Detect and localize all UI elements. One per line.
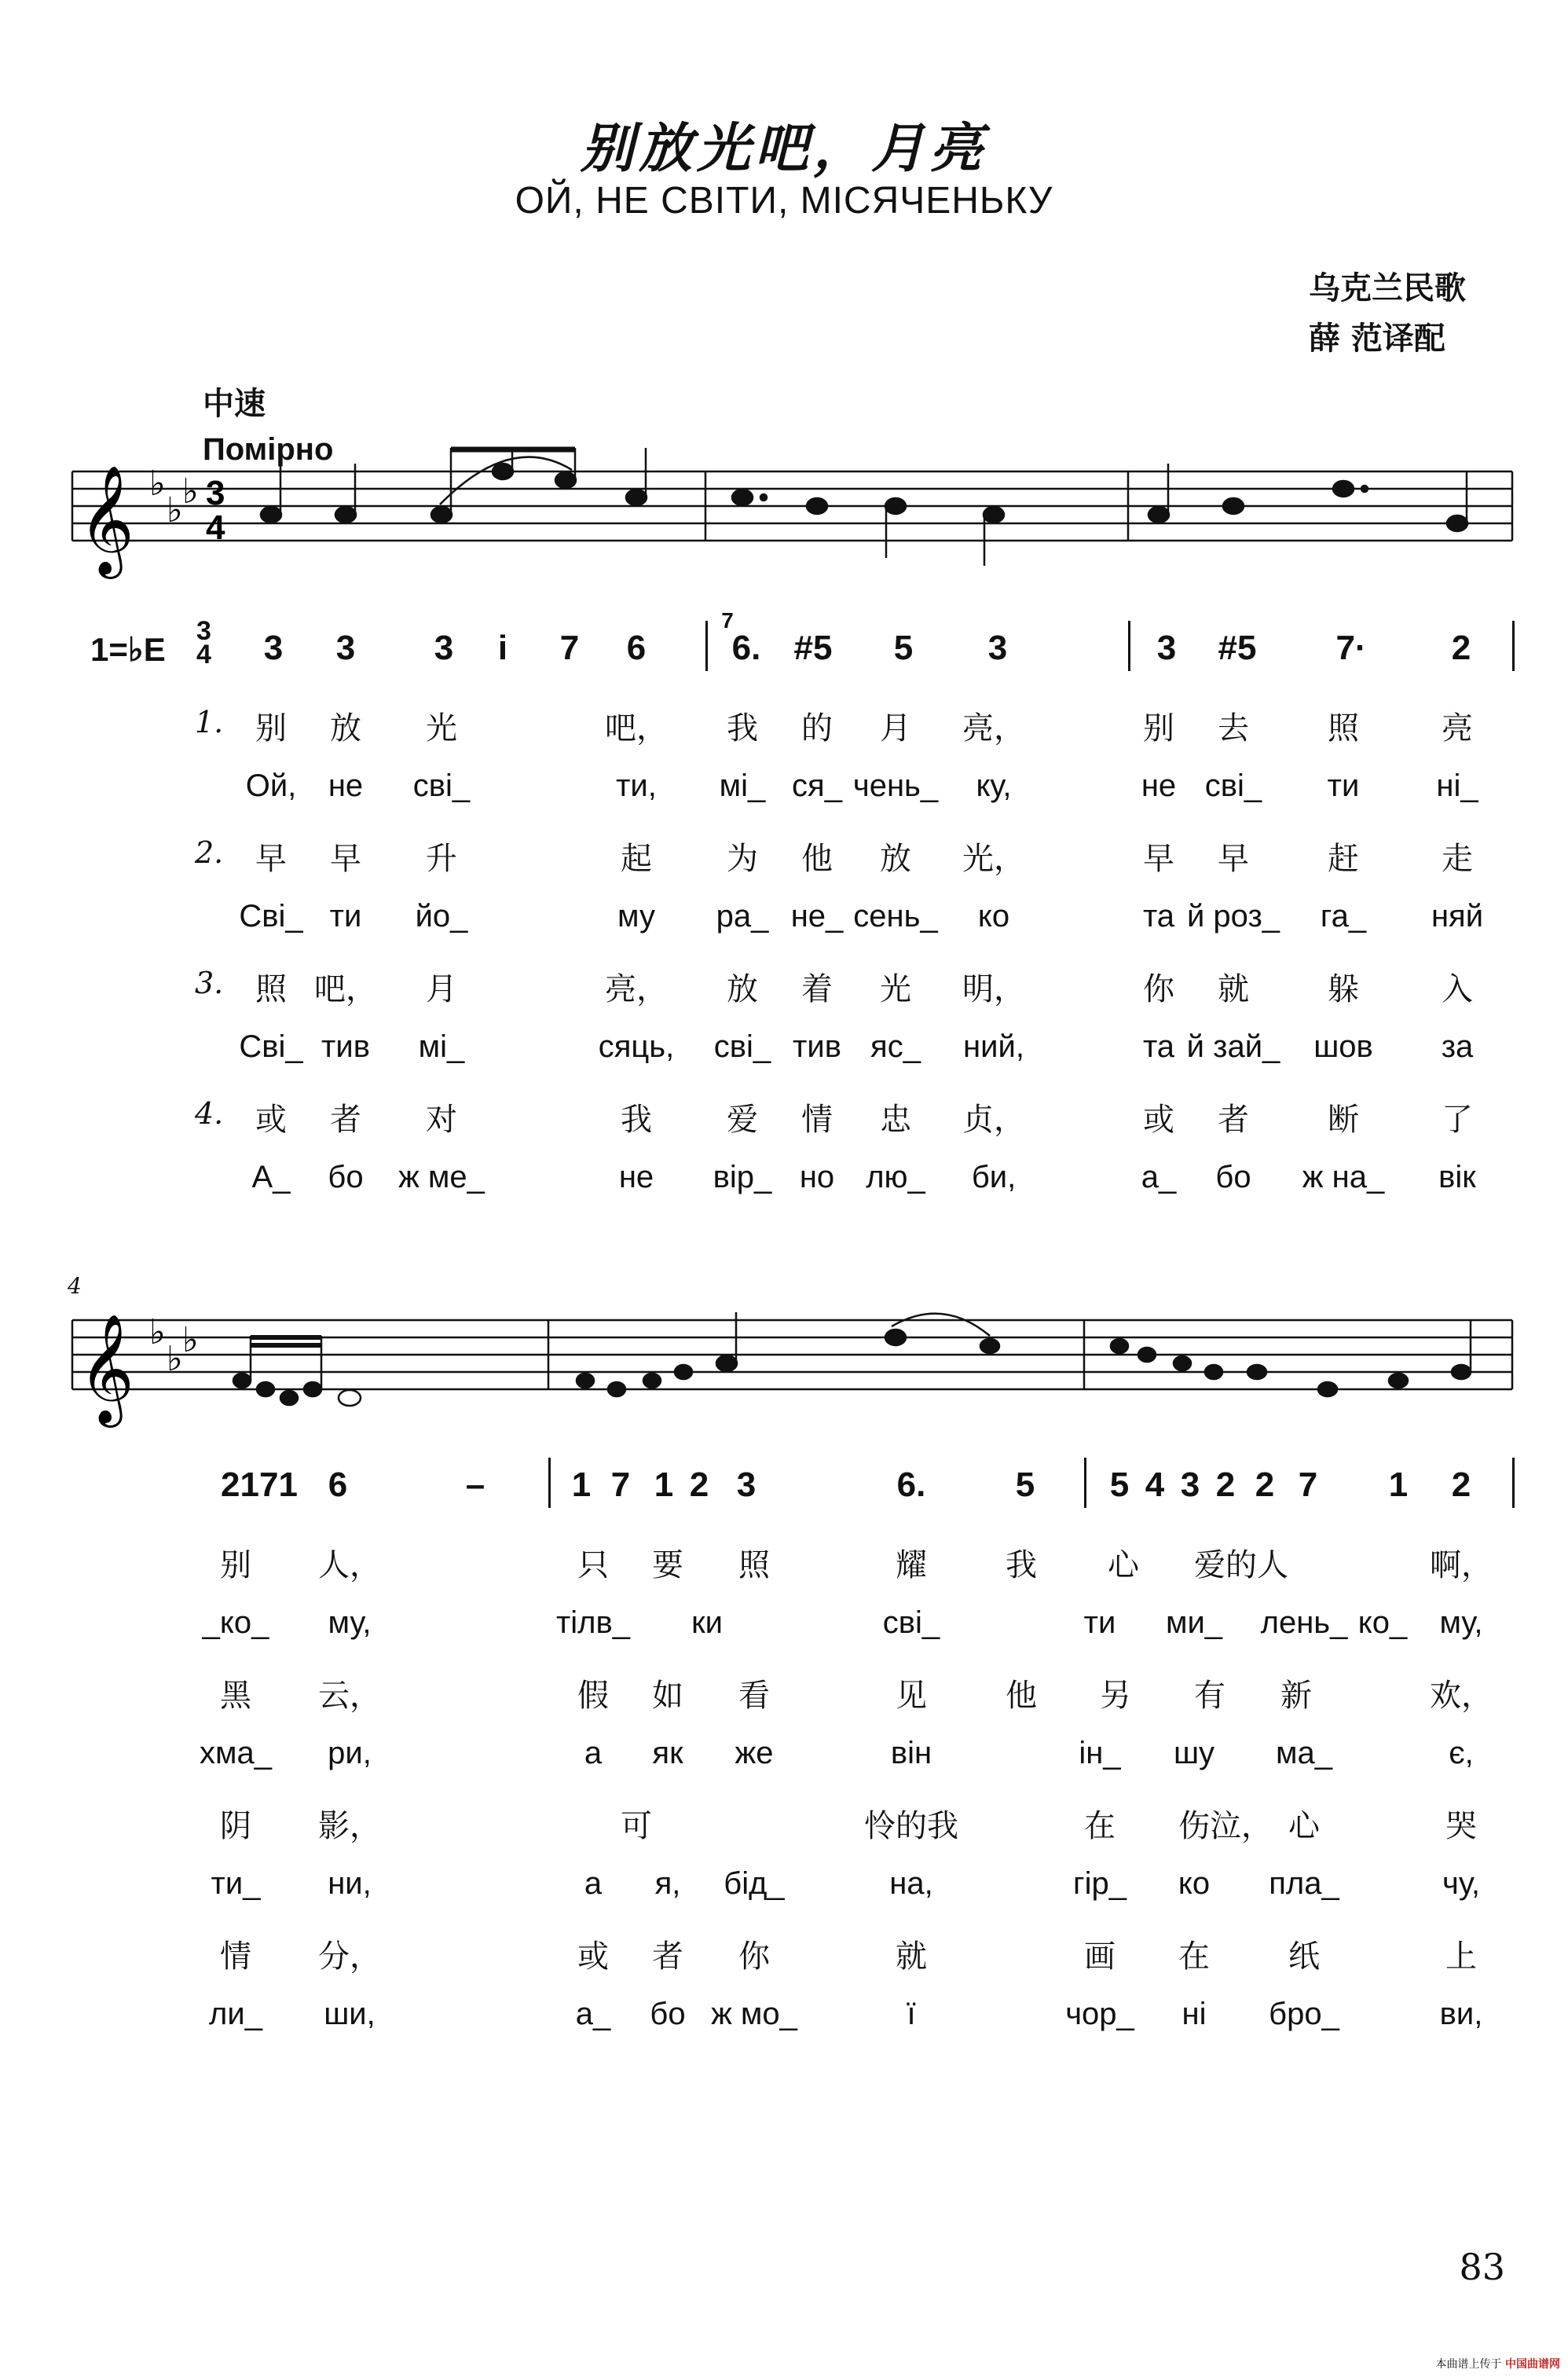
lyric-syllable: ри,: [328, 1736, 372, 1770]
lyric-syllable: 欢，: [1430, 1678, 1493, 1714]
lyric-syllable: Сві_: [239, 899, 303, 934]
lyric-syllable: 放: [330, 710, 361, 746]
time-sig-bottom: 4: [206, 508, 225, 547]
page-number: 83: [1459, 2246, 1505, 2288]
tempo-cn: 中速: [203, 386, 266, 422]
lyric-syllable: бро_: [1269, 1997, 1339, 2031]
lyric-syllable: 你: [1143, 971, 1174, 1007]
lyric-syllable: й зай_: [1186, 1029, 1280, 1064]
lyric-syllable: 可: [621, 1808, 652, 1844]
lyric-syllable: ти: [1083, 1605, 1116, 1640]
lyric-syllable: на,: [889, 1866, 933, 1901]
lyric-syllable: 云，: [318, 1678, 381, 1714]
flat-sign-1: ♭: [149, 464, 166, 504]
lyric-syllable: ні_: [1436, 768, 1478, 803]
song-subtitle: ОЙ, НЕ СВІТИ, МІСЯЧЕНЬКУ: [515, 180, 1053, 222]
lyric-syllable: 月: [880, 710, 911, 746]
lyric-syllable: 照: [255, 971, 287, 1007]
lyric-syllable: ко: [977, 899, 1010, 934]
jp-note: 6: [328, 1465, 348, 1504]
lyric-syllable: А_: [251, 1160, 291, 1194]
lyric-syllable: а: [584, 1866, 603, 1901]
lyric-syllable: 在: [1178, 1939, 1210, 1975]
jp-note: 2: [1451, 1465, 1471, 1504]
jp-note: 2171: [221, 1465, 298, 1504]
verse-number: 3.: [195, 966, 224, 1000]
jp-note: 3: [736, 1465, 757, 1504]
jp-note: 3: [434, 629, 454, 667]
lyric-syllable: 有: [1194, 1678, 1225, 1714]
lyric-syllable: 或: [577, 1939, 609, 1975]
jp-note: 2: [1451, 629, 1471, 667]
lyric-syllable: 照: [738, 1547, 770, 1583]
lyric-syllable: 吧，: [605, 710, 668, 746]
lyric-syllable: 升: [426, 841, 457, 877]
lyric-syllable: гір_: [1073, 1866, 1127, 1901]
lyric-syllable: 心: [1288, 1808, 1320, 1844]
lyric-syllable: 月: [426, 971, 457, 1007]
lyric-syllable: 了: [1442, 1102, 1473, 1138]
lyric-syllable: 的: [801, 710, 833, 746]
lyric-syllable: лю_: [866, 1160, 925, 1194]
lyric-syllable: 看: [738, 1678, 770, 1714]
jp-note: i: [497, 629, 508, 667]
origin-credit: 乌克兰民歌: [1309, 270, 1466, 306]
lyric-syllable: 要: [652, 1547, 683, 1583]
staff-system-1: [0, 440, 1568, 589]
lyric-syllable: 上: [1445, 1939, 1477, 1975]
song-title: 别放光吧，月亮: [580, 117, 987, 180]
jp-note: 7: [559, 629, 580, 667]
lyric-syllable: 亮，: [962, 710, 1025, 746]
lyric-syllable: 纸: [1288, 1939, 1320, 1975]
lyric-syllable: та: [1142, 1029, 1175, 1064]
lyric-syllable: 新: [1280, 1678, 1312, 1714]
lyric-syllable: 泣，: [1210, 1808, 1273, 1844]
lyric-syllable: 情: [220, 1939, 251, 1975]
lyric-syllable: я,: [654, 1866, 681, 1901]
lyric-syllable: не: [618, 1160, 654, 1194]
lyric-syllable: 亮: [1442, 710, 1473, 746]
jp-note: 6.: [731, 629, 761, 667]
lyric-syllable: 贞，: [962, 1102, 1025, 1138]
jp-note: 1: [654, 1465, 674, 1504]
lyric-syllable: ши,: [324, 1997, 376, 2031]
lyric-syllable: сві_: [1204, 768, 1262, 803]
jp-note: 2: [1255, 1465, 1275, 1504]
translator-credit: 薛 范译配: [1309, 321, 1445, 357]
lyric-syllable: не: [328, 768, 364, 803]
lyric-syllable: 去: [1218, 710, 1249, 746]
lyric-syllable: 别: [220, 1547, 251, 1583]
lyric-syllable: ра_: [716, 899, 769, 934]
jp-note: #5: [1218, 629, 1257, 667]
lyric-syllable: 为: [727, 841, 758, 877]
lyric-syllable: 着: [801, 971, 833, 1007]
lyric-syllable: а_: [575, 1997, 611, 2031]
lyric-syllable: ма_: [1276, 1736, 1332, 1770]
jp-barline: [1512, 621, 1515, 671]
lyric-syllable: 心: [1108, 1547, 1139, 1583]
lyric-syllable: 爱的人: [1194, 1547, 1288, 1583]
lyric-syllable: ки: [691, 1605, 723, 1640]
lyric-syllable: лень_: [1260, 1605, 1348, 1640]
flat-sign-3: ♭: [182, 471, 199, 512]
lyric-syllable: а_: [1141, 1160, 1177, 1194]
lyric-syllable: 怜的我: [864, 1808, 958, 1844]
verse-number: 1.: [195, 705, 224, 739]
lyric-syllable: га_: [1320, 899, 1367, 934]
lyric-syllable: 分，: [318, 1939, 381, 1975]
lyric-syllable: 放: [880, 841, 911, 877]
jianpu-row-2: [0, 1458, 1568, 1520]
lyric-syllable: ли_: [209, 1997, 262, 2031]
lyric-syllable: мі_: [418, 1029, 465, 1064]
lyric-syllable: а: [584, 1736, 603, 1770]
lyric-syllable: яс_: [870, 1029, 921, 1064]
jp-note: –: [465, 1465, 485, 1504]
lyric-syllable: ко_: [1357, 1605, 1408, 1640]
lyric-syllable: тив: [321, 1029, 370, 1064]
lyric-syllable: чор_: [1065, 1997, 1134, 2031]
lyric-syllable: 明，: [962, 971, 1025, 1007]
jp-note: #5: [793, 629, 833, 667]
lyric-syllable: 画: [1084, 1939, 1116, 1975]
lyric-syllable: є,: [1449, 1736, 1474, 1770]
jp-note: 4: [1145, 1465, 1165, 1504]
lyric-syllable: _ко_: [202, 1605, 269, 1640]
lyric-syllable: 忠: [880, 1102, 911, 1138]
treble-clef-icon: 𝄞: [79, 1314, 134, 1423]
lyric-syllable: 只: [577, 1547, 609, 1583]
lyric-syllable: 者: [330, 1102, 361, 1138]
lyric-syllable: бо: [328, 1160, 364, 1194]
jp-note: 5: [893, 629, 914, 667]
lyric-syllable: 吧，: [314, 971, 377, 1007]
lyric-syllable: ж мо_: [711, 1997, 797, 2031]
lyric-syllable: ти: [1327, 768, 1360, 803]
lyric-syllable: 就: [1218, 971, 1249, 1007]
lyric-syllable: 情: [801, 1102, 833, 1138]
lyric-syllable: чень_: [852, 768, 939, 803]
lyric-syllable: пла_: [1269, 1866, 1339, 1901]
lyric-syllable: ся_: [792, 768, 842, 803]
lyric-syllable: 亮，: [605, 971, 668, 1007]
lyric-syllable: тив: [793, 1029, 841, 1064]
lyric-syllable: Ой,: [245, 768, 297, 803]
jp-barline: [1128, 621, 1130, 671]
lyric-syllable: 我: [1006, 1547, 1037, 1583]
lyric-syllable: 如: [652, 1678, 683, 1714]
lyric-syllable: та: [1142, 899, 1175, 934]
lyric-syllable: 或: [255, 1102, 287, 1138]
lyric-syllable: ми_: [1165, 1605, 1223, 1640]
lyric-syllable: за: [1441, 1029, 1474, 1064]
lyric-syllable: хма_: [200, 1736, 272, 1770]
jp-note: 7: [610, 1465, 631, 1504]
lyric-syllable: 在: [1084, 1808, 1116, 1844]
lyric-syllable: як: [652, 1736, 683, 1770]
lyric-syllable: 早: [1143, 841, 1174, 877]
lyric-syllable: 我: [621, 1102, 652, 1138]
lyric-syllable: ж ме_: [398, 1160, 485, 1194]
lyric-syllable: 早: [1218, 841, 1249, 877]
lyric-syllable: 假: [577, 1678, 609, 1714]
lyric-syllable: шов: [1313, 1029, 1373, 1064]
footer-watermark: 本曲谱上传于 中国曲谱网: [1435, 2358, 1560, 2371]
time-sig-top: 3: [206, 474, 225, 512]
lyric-syllable: сві_: [713, 1029, 771, 1064]
lyric-syllable: 哭: [1445, 1808, 1477, 1844]
lyric-syllable: 起: [621, 841, 652, 877]
lyric-syllable: 躲: [1328, 971, 1359, 1007]
jp-note: 6: [626, 629, 647, 667]
jp-barline: [1512, 1458, 1515, 1508]
lyric-syllable: ний,: [963, 1029, 1024, 1064]
jp-note: 3: [1180, 1465, 1200, 1504]
lyric-syllable: вік: [1438, 1160, 1476, 1194]
lyric-syllable: бо: [1215, 1160, 1251, 1194]
lyric-syllable: му: [617, 899, 655, 934]
jp-note: 6.: [896, 1465, 926, 1504]
jp-note: 2: [1215, 1465, 1236, 1504]
lyric-syllable: ні: [1181, 1997, 1207, 2031]
lyric-syllable: 你: [738, 1939, 770, 1975]
lyric-syllable: ї: [907, 1997, 916, 2031]
lyric-syllable: Сві_: [239, 1029, 303, 1064]
lyric-syllable: сень_: [853, 899, 938, 934]
jp-barline: [548, 1458, 551, 1508]
lyric-syllable: 入: [1442, 971, 1473, 1007]
lyric-syllable: 耀: [896, 1547, 927, 1583]
grace-note: 7: [721, 608, 734, 633]
lyric-syllable: 阴: [220, 1808, 251, 1844]
lyric-syllable: му,: [328, 1605, 372, 1640]
lyric-syllable: бо: [650, 1997, 686, 2031]
lyric-syllable: 见: [896, 1678, 927, 1714]
measure-number: 4: [68, 1273, 82, 1299]
flat-sign-2: ♭: [167, 1339, 183, 1379]
lyric-syllable: 光，: [962, 841, 1025, 877]
lyric-syllable: ку,: [976, 768, 1012, 803]
lyric-syllable: 影，: [318, 1808, 381, 1844]
lyric-syllable: ни,: [328, 1866, 372, 1901]
staff-system-2: [0, 1289, 1568, 1438]
lyric-syllable: 放: [727, 971, 758, 1007]
flat-sign-2: ♭: [167, 490, 183, 530]
jp-note: 3: [987, 629, 1008, 667]
jp-note: 7·: [1335, 629, 1367, 667]
tempo-ua: Помірно: [203, 432, 334, 467]
lyric-syllable: шу: [1173, 1736, 1215, 1770]
lyric-syllable: не: [1141, 768, 1177, 803]
lyric-syllable: 啊，: [1430, 1547, 1493, 1583]
lyric-syllable: не_: [790, 899, 844, 934]
lyric-syllable: мі_: [719, 768, 766, 803]
verse-number: 4.: [195, 1096, 224, 1131]
jp-note: 3: [263, 629, 284, 667]
jp-note: 5: [1109, 1465, 1130, 1504]
lyric-syllable: 就: [896, 1939, 927, 1975]
lyric-syllable: сяць,: [598, 1029, 675, 1064]
lyric-syllable: 他: [801, 841, 833, 877]
lyric-syllable: 黑: [220, 1678, 251, 1714]
lyric-syllable: ти_: [211, 1866, 261, 1901]
lyric-syllable: тілв_: [555, 1605, 631, 1640]
lyric-syllable: 早: [255, 841, 287, 877]
lyric-syllable: ви,: [1439, 1997, 1483, 2031]
jp-note: 2: [689, 1465, 709, 1504]
lyric-syllable: 伤: [1178, 1808, 1210, 1844]
key-signature: 1=♭E: [90, 631, 166, 668]
jp-note: 5: [1015, 1465, 1035, 1504]
lyric-syllable: 光: [426, 710, 457, 746]
lyric-syllable: но: [799, 1160, 835, 1194]
lyric-syllable: 另: [1100, 1678, 1131, 1714]
lyric-syllable: 照: [1328, 710, 1359, 746]
jp-note: 1: [1388, 1465, 1409, 1504]
lyric-syllable: він: [890, 1736, 932, 1770]
lyric-syllable: 对: [426, 1102, 457, 1138]
lyric-syllable: 别: [1143, 710, 1174, 746]
lyric-syllable: 爱: [727, 1102, 758, 1138]
lyric-syllable: йо_: [415, 899, 468, 934]
verse-number: 2.: [195, 835, 224, 870]
lyric-syllable: ін_: [1079, 1736, 1121, 1770]
lyric-syllable: 我: [727, 710, 758, 746]
jianpu-time-signature: 3 4: [196, 616, 211, 669]
lyric-syllable: 他: [1006, 1678, 1037, 1714]
jianpu-row-1: [0, 608, 1568, 684]
lyric-syllable: 早: [330, 841, 361, 877]
flat-sign-1: ♭: [149, 1312, 166, 1352]
lyric-syllable: 赶: [1328, 841, 1359, 877]
lyric-syllable: же: [735, 1736, 774, 1770]
lyric-syllable: 断: [1328, 1102, 1359, 1138]
lyric-syllable: 光: [880, 971, 911, 1007]
lyric-syllable: 或: [1143, 1102, 1174, 1138]
jp-note: 1: [571, 1465, 592, 1504]
lyric-syllable: сві_: [882, 1605, 940, 1640]
lyric-syllable: ко: [1178, 1866, 1211, 1901]
lyric-syllable: няй: [1431, 899, 1484, 934]
lyric-syllable: чу,: [1442, 1866, 1480, 1901]
lyric-syllable: 者: [1218, 1102, 1249, 1138]
lyric-syllable: 走: [1442, 841, 1473, 877]
jp-note: 7: [1298, 1465, 1318, 1504]
lyric-syllable: ти,: [616, 768, 657, 803]
lyric-syllable: 者: [652, 1939, 683, 1975]
lyric-syllable: сві_: [412, 768, 471, 803]
lyric-syllable: й роз_: [1186, 899, 1280, 934]
jp-note: 3: [335, 629, 356, 667]
lyric-syllable: 别: [255, 710, 287, 746]
lyric-syllable: бід_: [724, 1866, 785, 1901]
treble-clef-icon: 𝄞: [79, 465, 134, 574]
jp-note: 3: [1156, 629, 1177, 667]
lyric-syllable: вір_: [713, 1160, 772, 1194]
jp-barline: [1084, 1458, 1086, 1508]
lyric-syllable: ти: [329, 899, 362, 934]
lyric-syllable: би,: [971, 1160, 1017, 1194]
lyric-syllable: ж на_: [1302, 1160, 1385, 1194]
lyric-syllable: 人，: [318, 1547, 381, 1583]
credits: [1309, 263, 1466, 364]
lyric-syllable: му,: [1439, 1605, 1483, 1640]
flat-sign-3: ♭: [182, 1320, 199, 1360]
